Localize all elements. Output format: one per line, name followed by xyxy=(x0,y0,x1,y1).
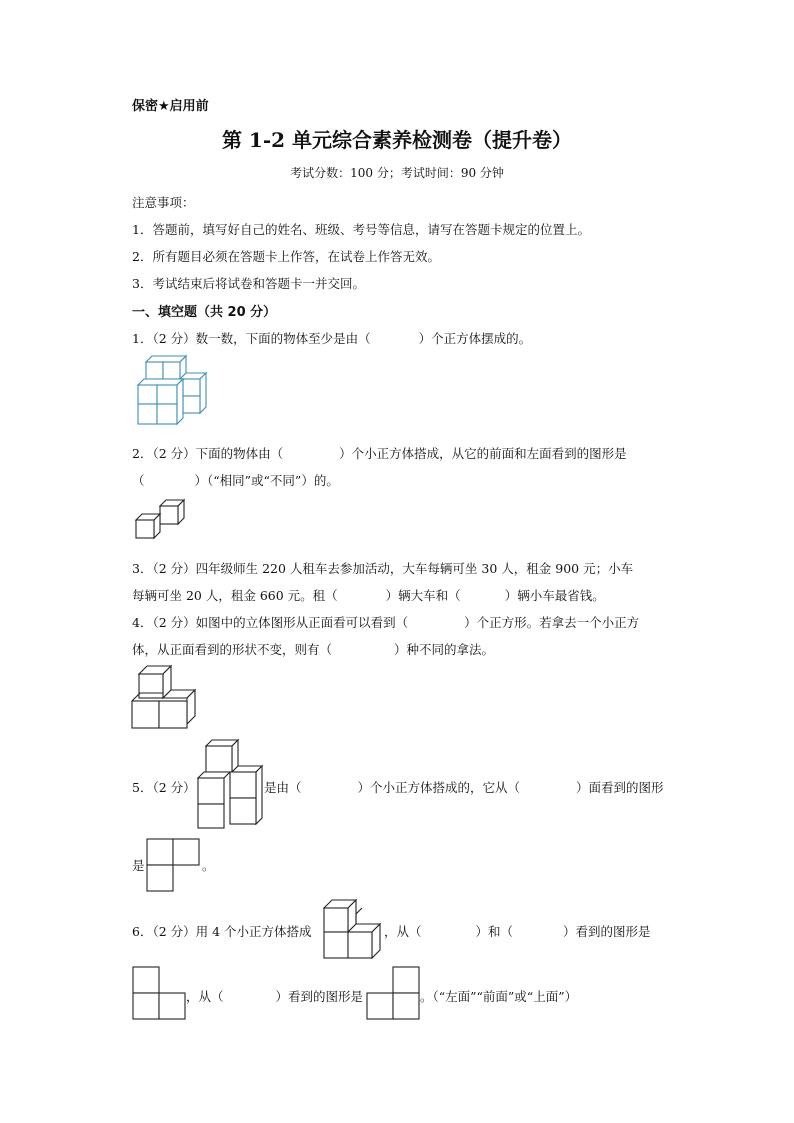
question-2-line-1 xyxy=(132,444,627,462)
note-item: 1．答题前，填写好自己的姓名、班级、考号等信息，请写在答题卡规定的位置上。 xyxy=(132,222,590,237)
q2-text-a: 2．（2 分）下面的物体由（ xyxy=(132,446,284,461)
question-5-line-1 xyxy=(132,778,196,796)
q1-text-b: ）个正方体摆成的。 xyxy=(418,331,532,346)
q5-text-b: ）个小正方体搭成的，它从（ xyxy=(357,780,521,795)
q3-text-a: 每辆可坐 20 人，租金 660 元。租（ xyxy=(132,588,338,603)
q6-view-figure-b xyxy=(366,966,420,1020)
q4-text-d: ）种不同的拿法。 xyxy=(394,642,495,657)
question-4-line-1 xyxy=(132,613,639,631)
q6-text-b: ）和（ xyxy=(475,924,514,939)
q5-prefix: 5．（2 分） xyxy=(132,780,196,795)
q6-text-e: ）看到的图形是 xyxy=(275,989,364,1004)
confidential-label: 保密★启用前 xyxy=(132,99,209,114)
q2-text-d: ）（“相同”或“不同”）的。 xyxy=(194,473,339,488)
question-2-line-2 xyxy=(132,471,339,489)
section-heading: 一、填空题（共 20 分） xyxy=(132,305,277,320)
question-3-line-2 xyxy=(132,586,605,604)
q3-text-c: ）辆小车最省钱。 xyxy=(504,588,605,603)
q5-text-c: ）面看到的图形 xyxy=(576,780,664,795)
q4-text-b: ）个正方形。若拿去一个小正方 xyxy=(464,615,640,630)
q5-view-figure xyxy=(146,838,200,892)
question-4-line-2 xyxy=(132,640,494,658)
q1-cube-figure xyxy=(136,356,212,428)
exam-title: 第 1-2 单元综合素养检测卷（提升卷） xyxy=(221,128,573,152)
question-5-line-1-rest xyxy=(264,778,664,796)
q6-cube-figure xyxy=(322,898,384,960)
q4-text-c: 体，从正面看到的形状不变，则有（ xyxy=(132,642,333,657)
q6-text-a: ，从（ xyxy=(384,924,422,939)
question-6-line-2-suffix: 。（“左面”“前面”或“上面”） xyxy=(420,989,578,1004)
q2-cube-figure xyxy=(134,498,186,540)
q3-text-b: ）辆大车和（ xyxy=(385,588,461,603)
question-1 xyxy=(132,329,531,347)
q6-text-d: ，从（ xyxy=(186,989,224,1004)
q1-text-a: 1．（2 分）数一数，下面的物体至少是由（ xyxy=(132,331,371,346)
q2-text-b: ）个小正方体搭成，从它的前面和左面看到的图形是 xyxy=(339,446,627,461)
question-6-line-2 xyxy=(186,987,363,1005)
q5-line-2-suffix: 。 xyxy=(202,858,215,873)
q6-view-figure-a xyxy=(132,966,186,1020)
exam-info: 考试分数：100 分；考试时间：90 分钟 xyxy=(290,166,504,180)
note-item: 3．考试结束后将试卷和答题卡一并交回。 xyxy=(132,276,365,291)
q2-text-c: （ xyxy=(132,473,145,488)
notes-heading: 注意事项： xyxy=(132,195,195,210)
q4-text-a: 4．（2 分）如图中的立体图形从正面看可以看到（ xyxy=(132,615,409,630)
question-3-line-1: 3．（2 分）四年级师生 220 人租车去参加活动，大车每辆可坐 30 人，租金 900 元；小车 xyxy=(132,561,634,576)
note-item: 2．所有题目必须在答题卡上作答，在试卷上作答无效。 xyxy=(132,249,440,264)
q6-prefix: 6．（2 分）用 4 个小正方体搭成 xyxy=(132,924,312,939)
question-6-line-1-rest xyxy=(384,922,651,940)
q5-line-2-prefix: 是 xyxy=(132,858,145,873)
question-6-line-1 xyxy=(132,922,312,940)
q5-text-a: 是由（ xyxy=(264,780,302,795)
q4-cube-figure xyxy=(131,664,199,730)
q6-text-c: ）看到的图形是 xyxy=(563,924,651,939)
q5-cube-figure xyxy=(196,738,264,830)
